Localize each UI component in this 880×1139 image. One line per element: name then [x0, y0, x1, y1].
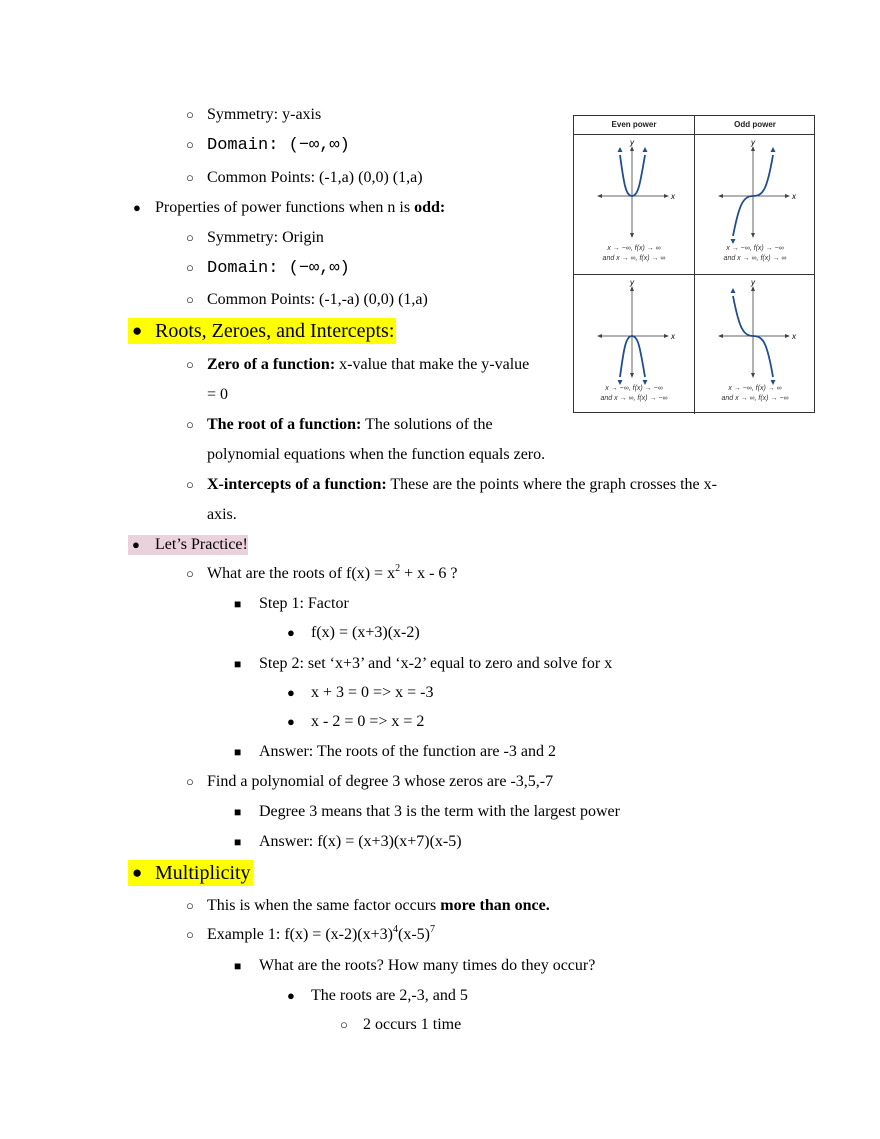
graph-cell-odd-up — [695, 135, 815, 275]
header-odd-power: Odd power — [734, 120, 776, 129]
text: f(x) = (x+3)(x-2) — [311, 624, 420, 641]
text: Let’s Practice! — [155, 536, 248, 553]
list-item — [259, 802, 620, 822]
list-item — [207, 290, 428, 310]
power-function-graph — [574, 135, 694, 245]
bullet-level-4-icon: ● — [287, 685, 295, 700]
bullet-level-2-icon: ○ — [186, 230, 194, 245]
bullet-level-4-icon: ● — [287, 988, 295, 1003]
text: Step 1: Factor — [259, 595, 349, 612]
x-axis-label: x — [671, 332, 675, 341]
end-behavior-caption: and x → ∞, f(x) → −∞ — [721, 395, 789, 402]
list-item — [207, 896, 550, 916]
graph-cell-even-up — [574, 135, 694, 275]
text: Answer: The roots of the function are -3 and 2 — [259, 743, 556, 760]
list-item — [207, 135, 350, 156]
power-function-graph — [574, 275, 694, 385]
header-even-power: Even power — [611, 120, 657, 129]
text: Symmetry: Origin — [207, 229, 324, 246]
bullet-level-3-icon: ■ — [234, 657, 242, 671]
bullet-level-3-icon: ■ — [234, 597, 242, 611]
text: Symmetry: y-axis — [207, 106, 322, 123]
bullet-level-4-icon: ● — [287, 625, 295, 640]
bullet-level-4-icon: ● — [287, 714, 295, 729]
bullet-level-2-icon: ○ — [186, 170, 194, 185]
bullet-level-2-icon: ○ — [186, 927, 194, 942]
list-item — [155, 318, 396, 344]
text: (−∞,∞) — [278, 136, 350, 155]
bold-term: Zero of a function: — [207, 356, 336, 373]
text: polynomial equations when the function equals zero. — [207, 446, 546, 463]
superscript: 4 — [392, 924, 398, 935]
text: What are the roots of f(x) = x — [207, 565, 396, 582]
list-item — [155, 860, 253, 886]
list-item — [155, 198, 445, 218]
text: = 0 — [207, 386, 229, 403]
text: 2 occurs 1 time — [363, 1016, 462, 1033]
text: + x - 6 ? — [400, 565, 458, 582]
text: Common Points: (-1,a) (0,0) (1,a) — [207, 169, 423, 186]
text: Step 2: set ‘x+3’ and ‘x-2’ equal to zero and solve for x — [259, 655, 613, 672]
list-item — [207, 105, 321, 125]
text: Example 1: f(x) = (x-2)(x+3) — [207, 926, 393, 943]
text: x + 3 = 0 => x = -3 — [311, 684, 434, 701]
list-item — [207, 355, 529, 375]
text: Answer: f(x) = (x+3)(x+7)(x-5) — [259, 833, 462, 850]
text: Degree 3 means that 3 is the term with the largest power — [259, 803, 620, 820]
list-item — [207, 564, 458, 584]
bullet-level-2-icon: ○ — [186, 137, 194, 152]
y-axis-label: y — [751, 138, 755, 147]
end-behavior-caption: x → −∞, f(x) → ∞ — [607, 245, 661, 252]
text: Find a polynomial of degree 3 whose zeros are -3,5,-7 — [207, 773, 554, 790]
text: x - 2 = 0 => x = 2 — [311, 713, 425, 730]
text: This is when the same factor occurs — [207, 897, 441, 914]
bullet-level-3-icon: ■ — [234, 805, 242, 819]
list-item — [311, 623, 420, 643]
text: (x-5) — [397, 926, 430, 943]
bold-term: more than once. — [440, 897, 550, 914]
bullet-level-2-icon: ○ — [186, 260, 194, 275]
bullet-level-2-icon: ○ — [186, 898, 194, 913]
text: Domain: — [207, 259, 279, 278]
list-item — [207, 772, 553, 792]
power-function-graph — [695, 275, 815, 385]
text: Multiplicity — [155, 862, 251, 884]
bold-term: odd: — [414, 199, 446, 216]
list-item — [155, 535, 248, 555]
bold-term: X-intercepts of a function: — [207, 476, 387, 493]
bullet-level-3-icon: ■ — [234, 835, 242, 849]
bullet-level-3-icon: ■ — [234, 745, 242, 759]
bullet-level-2-icon: ○ — [186, 417, 194, 432]
list-item — [207, 415, 493, 435]
power-function-end-behavior-table — [573, 115, 815, 413]
x-axis-label: x — [792, 332, 796, 341]
list-item — [363, 1015, 461, 1035]
list-item — [207, 258, 350, 279]
x-axis-label: x — [671, 192, 675, 201]
bullet-level-2-icon: ○ — [186, 357, 194, 372]
text: Domain: — [207, 136, 279, 155]
y-axis-label: y — [751, 278, 755, 287]
x-axis-label: x — [792, 192, 796, 201]
end-behavior-caption: x → −∞, f(x) → −∞ — [605, 385, 663, 392]
bullet-level-1-icon: ● — [133, 200, 141, 215]
list-item — [311, 986, 468, 1006]
text: Roots, Zeroes, and Intercepts: — [155, 320, 395, 342]
bullet-level-3-icon: ■ — [234, 959, 242, 973]
list-item — [207, 168, 423, 188]
list-item — [207, 228, 324, 248]
arrowhead-icon — [643, 147, 648, 152]
bullet-level-1-icon: ● — [128, 535, 155, 555]
text: x-value that make the y-value — [335, 356, 530, 373]
y-axis-label: y — [630, 278, 634, 287]
arrowhead-icon — [731, 288, 736, 293]
text: axis. — [207, 506, 237, 523]
text: (−∞,∞) — [278, 259, 350, 278]
text: These are the points where the graph crosses the x- — [386, 476, 717, 493]
bold-term: The root of a function: — [207, 416, 362, 433]
list-item — [259, 742, 556, 762]
list-item — [259, 594, 349, 614]
arrowhead-icon — [618, 147, 623, 152]
end-behavior-caption: x → −∞, f(x) → −∞ — [726, 245, 784, 252]
arrowhead-icon — [771, 147, 776, 152]
bullet-level-5-icon: ○ — [340, 1017, 348, 1032]
list-item — [207, 445, 545, 465]
bullet-level-2-icon: ○ — [186, 107, 194, 122]
bullet-level-2-icon: ○ — [186, 566, 194, 581]
list-item — [207, 505, 237, 525]
y-axis-label: y — [630, 138, 634, 147]
text: Properties of power functions when n is — [155, 199, 415, 216]
list-item — [259, 654, 612, 674]
list-item — [311, 683, 433, 703]
bullet-level-2-icon: ○ — [186, 774, 194, 789]
superscript: 2 — [395, 563, 401, 574]
list-item — [311, 712, 424, 732]
list-item — [207, 925, 435, 945]
bullet-level-1-icon: ● — [128, 318, 155, 344]
text: What are the roots? How many times do they occur? — [259, 957, 596, 974]
bullet-level-1-icon: ● — [128, 860, 155, 886]
bullet-level-2-icon: ○ — [186, 292, 194, 307]
text: The roots are 2,-3, and 5 — [311, 987, 468, 1004]
end-behavior-caption: and x → ∞, f(x) → ∞ — [602, 255, 666, 262]
list-item — [207, 475, 717, 495]
graph-cell-odd-down — [695, 275, 815, 415]
list-item — [207, 385, 228, 405]
end-behavior-caption: x → −∞, f(x) → ∞ — [728, 385, 782, 392]
power-function-graph — [695, 135, 815, 245]
text: Common Points: (-1,-a) (0,0) (1,a) — [207, 291, 428, 308]
bullet-level-2-icon: ○ — [186, 477, 194, 492]
end-behavior-caption: and x → ∞, f(x) → −∞ — [600, 395, 668, 402]
list-item — [259, 832, 462, 852]
list-item — [259, 956, 595, 976]
end-behavior-caption: and x → ∞, f(x) → ∞ — [723, 255, 787, 262]
graph-cell-even-down — [574, 275, 694, 415]
text: The solutions of the — [361, 416, 493, 433]
superscript: 7 — [429, 924, 435, 935]
